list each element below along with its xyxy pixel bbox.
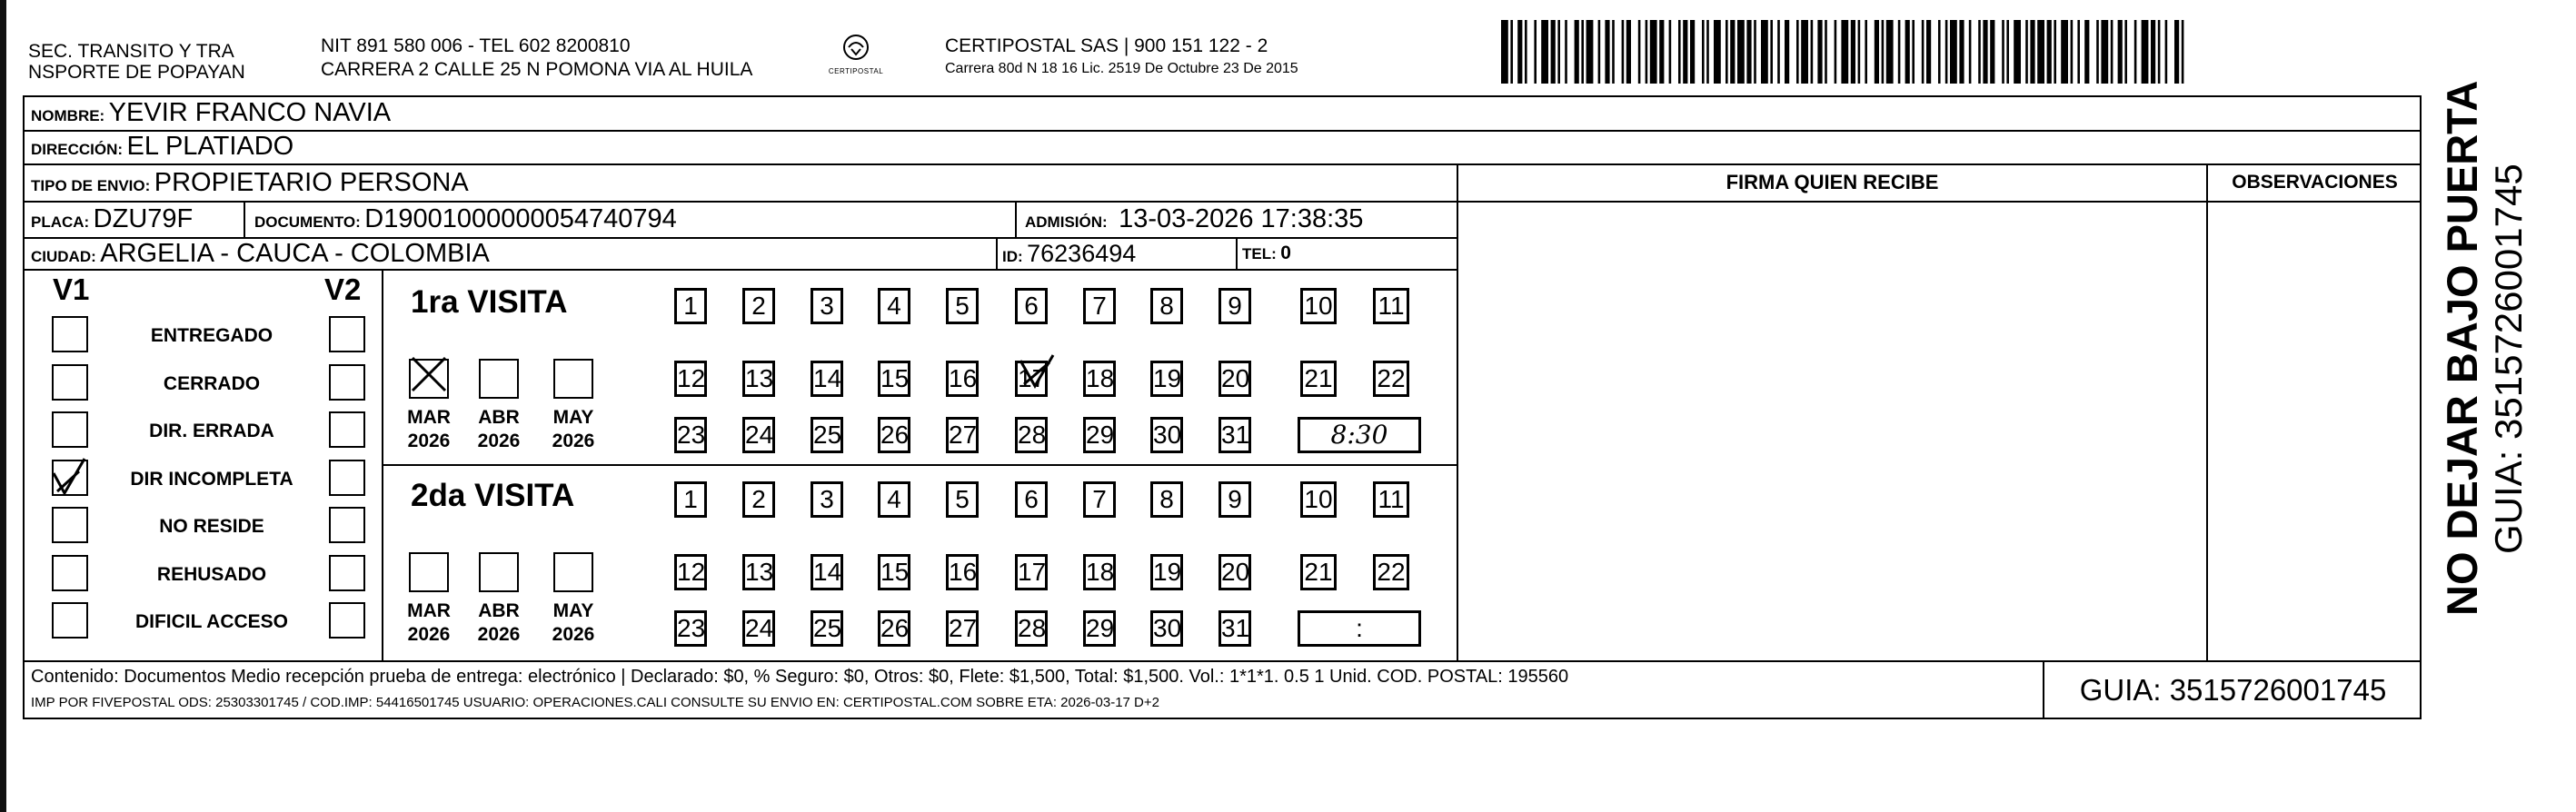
day-box[interactable]: 27 <box>946 610 979 647</box>
ciudad-label: CIUDAD: <box>31 248 96 265</box>
day-box[interactable]: 26 <box>878 610 910 647</box>
year-label: 2026 <box>477 431 521 451</box>
day-box[interactable]: 10 <box>1300 481 1337 518</box>
tel-cell <box>1242 238 1291 269</box>
v2-checkbox[interactable] <box>329 555 365 591</box>
month-checkbox[interactable] <box>479 552 519 592</box>
day-box[interactable]: 29 <box>1083 610 1116 647</box>
day-box[interactable]: 4 <box>878 288 910 324</box>
visit2-title: 2da VISITA <box>411 478 575 513</box>
day-box[interactable]: 9 <box>1218 481 1251 518</box>
admision-label: ADMISIÓN: <box>1025 213 1108 231</box>
day-box[interactable]: 23 <box>674 417 707 453</box>
v2-checkbox[interactable] <box>329 507 365 543</box>
logo-text: CERTIPOSTAL <box>828 67 884 75</box>
day-box[interactable]: 16 <box>946 554 979 590</box>
year-label: 2026 <box>477 624 521 645</box>
day-box[interactable]: 18 <box>1083 361 1116 397</box>
reason-label: CERRADO <box>163 373 261 394</box>
day-box[interactable]: 3 <box>811 481 843 518</box>
day-box[interactable]: 21 <box>1300 361 1337 397</box>
day-box[interactable]: 4 <box>878 481 910 518</box>
id-label: ID: <box>1002 248 1023 265</box>
day-box[interactable]: 28 <box>1015 610 1048 647</box>
tipo-envio-value: PROPIETARIO PERSONA <box>154 168 469 197</box>
time-box[interactable]: : <box>1298 610 1421 647</box>
day-box[interactable]: 22 <box>1373 361 1409 397</box>
day-box[interactable]: 19 <box>1150 554 1183 590</box>
sender-nit: NIT 891 580 006 - TEL 602 8200810 <box>321 35 631 56</box>
day-box[interactable]: 5 <box>946 481 979 518</box>
day-box[interactable]: 12 <box>674 554 707 590</box>
placa-value: DZU79F <box>93 204 194 233</box>
day-box[interactable]: 5 <box>946 288 979 324</box>
day-box[interactable]: 17 <box>1015 361 1048 397</box>
month-label: ABR <box>478 407 520 428</box>
day-box[interactable]: 10 <box>1300 288 1337 324</box>
ciudad-value: ARGELIA - CAUCA - COLOMBIA <box>100 239 490 268</box>
day-box[interactable]: 6 <box>1015 288 1048 324</box>
day-box[interactable]: 30 <box>1150 610 1183 647</box>
day-box[interactable]: 31 <box>1218 417 1251 453</box>
reason-label: DIR. ERRADA <box>149 421 274 441</box>
day-box[interactable]: 2 <box>742 481 775 518</box>
day-checkmark <box>1015 352 1059 393</box>
day-box[interactable]: 22 <box>1373 554 1409 590</box>
direccion-value: EL PLATIADO <box>126 132 294 161</box>
documento-value: D19001000000054740794 <box>364 204 677 233</box>
day-box[interactable]: 24 <box>742 610 775 647</box>
placa-label: PLACA: <box>31 213 90 231</box>
day-box[interactable]: 24 <box>742 417 775 453</box>
day-box[interactable]: 3 <box>811 288 843 324</box>
day-box[interactable]: 6 <box>1015 481 1048 518</box>
tel-label: TEL: <box>1242 245 1277 262</box>
sender-address: CARRERA 2 CALLE 25 N POMONA VIA AL HUILA <box>321 59 753 80</box>
footer-guia: GUIA: 3515726001745 <box>2079 673 2387 707</box>
day-box[interactable]: 8 <box>1150 481 1183 518</box>
year-label: 2026 <box>552 431 595 451</box>
company-license: Carrera 80d N 18 16 Lic. 2519 De Octubre 23 De 2015 <box>945 61 1298 76</box>
month-label: MAY <box>552 407 594 428</box>
month-label: MAR <box>407 600 451 621</box>
direccion-row <box>31 130 293 163</box>
tipo-envio-row <box>31 164 469 201</box>
direccion-label: DIRECCIÓN: <box>31 141 124 158</box>
placa-cell <box>31 202 193 237</box>
day-box[interactable]: 21 <box>1300 554 1337 590</box>
v2-checkbox[interactable] <box>329 316 365 352</box>
id-value: 76236494 <box>1027 240 1137 267</box>
day-box[interactable]: 15 <box>878 361 910 397</box>
barcode <box>1499 20 2190 84</box>
sender-name-line1: SEC. TRANSITO Y TRA <box>28 41 234 62</box>
day-box[interactable]: 8 <box>1150 288 1183 324</box>
firma-header: FIRMA QUIEN RECIBE <box>1726 171 1939 193</box>
month-label: MAY <box>552 600 594 621</box>
day-box[interactable]: 13 <box>742 361 775 397</box>
year-label: 2026 <box>407 624 451 645</box>
month-checkbox[interactable] <box>479 359 519 399</box>
reason-label: DIFICIL ACCESO <box>134 611 288 632</box>
month-checkmark <box>409 354 449 394</box>
reason-label: REHUSADO <box>156 564 267 585</box>
reason-checkmark <box>50 457 90 499</box>
v2-checkbox[interactable] <box>329 364 365 401</box>
day-box[interactable]: 17 <box>1015 554 1048 590</box>
month-checkbox[interactable] <box>553 359 593 399</box>
company-line: CERTIPOSTAL SAS | 900 151 122 - 2 <box>945 35 1268 56</box>
nombre-label: NOMBRE: <box>31 107 105 124</box>
day-box[interactable]: 27 <box>946 417 979 453</box>
certipostal-logo <box>827 31 885 82</box>
day-box[interactable]: 1 <box>674 288 707 324</box>
day-box[interactable]: 11 <box>1373 288 1409 324</box>
day-box[interactable]: 18 <box>1083 554 1116 590</box>
v2-label: V2 <box>324 272 362 306</box>
reason-label: NO RESIDE <box>159 516 264 537</box>
documento-label: DOCUMENTO: <box>254 213 361 231</box>
day-box[interactable]: 13 <box>742 554 775 590</box>
day-box[interactable]: 25 <box>811 610 843 647</box>
sender-name-line2: NSPORTE DE POPAYAN <box>28 62 245 83</box>
day-box[interactable]: 23 <box>674 610 707 647</box>
year-label: 2026 <box>552 624 595 645</box>
admision-value: 13-03-2026 17:38:35 <box>1119 204 1364 233</box>
admision-cell <box>1025 202 1363 237</box>
day-box[interactable]: 20 <box>1218 554 1251 590</box>
visit1-title: 1ra VISITA <box>411 284 568 320</box>
day-box[interactable]: 28 <box>1015 417 1048 453</box>
day-box[interactable]: 7 <box>1083 288 1116 324</box>
v1-label: V1 <box>53 272 90 306</box>
day-box[interactable]: 14 <box>811 554 843 590</box>
day-box[interactable]: 30 <box>1150 417 1183 453</box>
day-box[interactable]: 15 <box>878 554 910 590</box>
day-box[interactable]: 9 <box>1218 288 1251 324</box>
day-box[interactable]: 2 <box>742 288 775 324</box>
id-cell <box>1002 238 1136 269</box>
day-box[interactable]: 25 <box>811 417 843 453</box>
day-box[interactable]: 29 <box>1083 417 1116 453</box>
day-box[interactable]: 26 <box>878 417 910 453</box>
reason-label: ENTREGADO <box>150 325 274 346</box>
year-label: 2026 <box>407 431 451 451</box>
day-box[interactable]: 12 <box>674 361 707 397</box>
nombre-row <box>31 96 391 130</box>
day-box[interactable]: 7 <box>1083 481 1116 518</box>
footer-impresion: IMP POR FIVEPOSTAL ODS: 25303301745 / COD.IMP: 54416501745 USUARIO: OPERACIONES.CALI CONSULTE SU ENVIO EN: CERTIPOSTAL.COM SOBRE ETA: 2026-03-17 D+2 <box>31 695 1159 710</box>
reason-label: DIR INCOMPLETA <box>130 469 293 490</box>
day-box[interactable]: 1 <box>674 481 707 518</box>
day-box[interactable]: 16 <box>946 361 979 397</box>
month-label: MAR <box>407 407 451 428</box>
side-no-dejar: NO DEJAR BAJO PUERTA <box>2438 80 2486 616</box>
month-checkbox[interactable] <box>409 552 449 592</box>
side-guia: GUIA: 3515726001745 <box>2487 163 2530 554</box>
day-box[interactable]: 11 <box>1373 481 1409 518</box>
page-edge <box>0 0 6 812</box>
month-checkbox[interactable] <box>553 552 593 592</box>
ciudad-cell <box>31 238 490 269</box>
day-box[interactable]: 19 <box>1150 361 1183 397</box>
v2-checkbox[interactable] <box>329 460 365 496</box>
month-label: ABR <box>478 600 520 621</box>
v2-checkbox[interactable] <box>329 411 365 448</box>
tipo-envio-label: TIPO DE ENVIO: <box>31 177 151 194</box>
observaciones-header: OBSERVACIONES <box>2232 172 2398 193</box>
nombre-value: YEVIR FRANCO NAVIA <box>108 98 392 127</box>
documento-cell <box>254 202 677 237</box>
tel-value: 0 <box>1280 243 1291 263</box>
day-box[interactable]: 31 <box>1218 610 1251 647</box>
day-box[interactable]: 14 <box>811 361 843 397</box>
v2-checkbox[interactable] <box>329 602 365 639</box>
day-box[interactable]: 20 <box>1218 361 1251 397</box>
footer-contenido: Contenido: Documentos Medio recepción prueba de entrega: electrónico | Declarado: $0, % Seguro: $0, Otros: $0, Flete: $1,500, Total: $1,500. Vol.: 1*1*1. 0.5 1 Unid. COD. POSTAL: 195560 <box>31 667 1569 687</box>
time-box[interactable]: 8:30 <box>1298 417 1421 453</box>
